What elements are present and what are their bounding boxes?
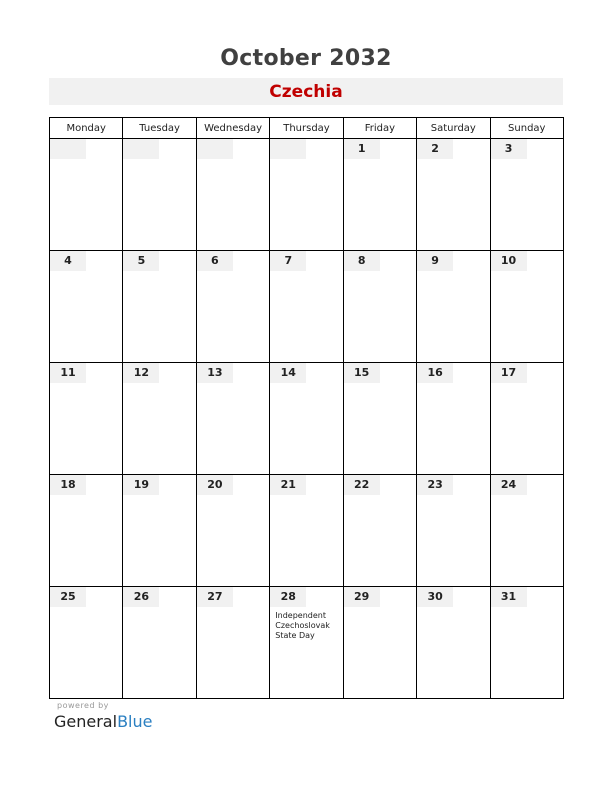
day-number: 8 (344, 251, 380, 271)
day-cell (123, 475, 196, 587)
weekday-header: Thursday (270, 118, 343, 139)
day-cell (196, 363, 269, 475)
day-number: 30 (417, 587, 453, 607)
weekday-header: Saturday (417, 118, 490, 139)
empty-day-cell (50, 139, 123, 251)
weekday-header: Monday (50, 118, 123, 139)
empty-day-cell (270, 139, 343, 251)
week-row (50, 251, 564, 363)
day-number: 2 (417, 139, 453, 159)
day-cell (123, 363, 196, 475)
brand-blue: Blue (117, 712, 153, 731)
day-cell (50, 475, 123, 587)
day-cell (343, 251, 416, 363)
empty-day-cell (196, 139, 269, 251)
day-number: 27 (197, 587, 233, 607)
day-cell (417, 587, 490, 699)
day-cell (196, 251, 269, 363)
day-number: 3 (491, 139, 527, 159)
day-number: 9 (417, 251, 453, 271)
day-cell (417, 139, 490, 251)
day-cell (270, 363, 343, 475)
day-cell (417, 475, 490, 587)
day-number: 25 (50, 587, 86, 607)
day-number: 22 (344, 475, 380, 495)
weekday-header-row (50, 118, 564, 139)
generalblue-logo (54, 712, 152, 731)
day-number: 21 (270, 475, 306, 495)
day-number: 13 (197, 363, 233, 383)
day-number (123, 139, 159, 159)
day-number: 17 (491, 363, 527, 383)
day-cell (343, 587, 416, 699)
calendar-title: October 2032 (220, 46, 392, 71)
week-row (50, 587, 564, 699)
day-number (270, 139, 306, 159)
day-cell (343, 139, 416, 251)
day-number: 14 (270, 363, 306, 383)
day-cell (417, 363, 490, 475)
holiday-event: Independent Czechoslovak State Day (275, 611, 330, 640)
day-cell (196, 475, 269, 587)
day-cell (417, 251, 490, 363)
day-number: 4 (50, 251, 86, 271)
day-cell (270, 475, 343, 587)
calendar-grid (49, 117, 564, 699)
day-cell (50, 587, 123, 699)
day-number (197, 139, 233, 159)
day-number: 1 (344, 139, 380, 159)
day-cell (196, 587, 269, 699)
day-cell (123, 587, 196, 699)
week-row (50, 363, 564, 475)
day-number: 18 (50, 475, 86, 495)
day-number: 15 (344, 363, 380, 383)
day-number: 29 (344, 587, 380, 607)
day-number: 20 (197, 475, 233, 495)
week-row (50, 139, 564, 251)
brand-general: General (54, 712, 118, 731)
day-cell (270, 587, 343, 699)
day-number: 7 (270, 251, 306, 271)
day-cell (490, 363, 563, 475)
day-number: 10 (491, 251, 527, 271)
day-number: 11 (50, 363, 86, 383)
country-banner (49, 78, 563, 105)
day-number: 6 (197, 251, 233, 271)
day-cell (50, 363, 123, 475)
weekday-header: Sunday (490, 118, 563, 139)
country-name: Czechia (269, 82, 343, 102)
day-cell (490, 139, 563, 251)
day-number: 24 (491, 475, 527, 495)
day-cell (50, 251, 123, 363)
day-number (50, 139, 86, 159)
day-number: 5 (123, 251, 159, 271)
day-number: 16 (417, 363, 453, 383)
day-number: 23 (417, 475, 453, 495)
day-cell (270, 251, 343, 363)
day-cell (343, 363, 416, 475)
day-number: 28 (270, 587, 306, 607)
day-number: 12 (123, 363, 159, 383)
week-row (50, 475, 564, 587)
weekday-header: Wednesday (196, 118, 269, 139)
day-cell (490, 475, 563, 587)
day-cell (123, 251, 196, 363)
day-number: 31 (491, 587, 527, 607)
day-number: 26 (123, 587, 159, 607)
day-cell (490, 587, 563, 699)
day-number: 19 (123, 475, 159, 495)
empty-day-cell (123, 139, 196, 251)
day-cell (343, 475, 416, 587)
day-cell (490, 251, 563, 363)
weekday-header: Tuesday (123, 118, 196, 139)
powered-by-label: powered by (57, 701, 109, 710)
weekday-header: Friday (343, 118, 416, 139)
